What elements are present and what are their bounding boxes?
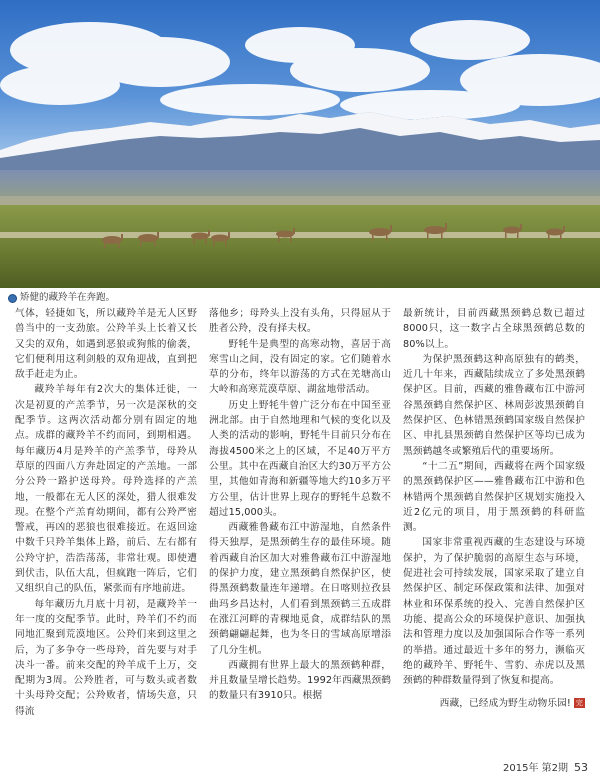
text-column-3: [403, 306, 585, 712]
paragraph: 藏羚羊每年有2次大的集体迁徙，一次是初夏的产羔季节，另一次是深秋的交配季节。这两次活动都分别有固定的地点。成群的藏羚羊不约而同，到期相遇。每年藏历4月是羚羊的产羔季节，母羚从草原的四面八方奔赴固定的产羔地。一部分公羚一路护送母羚。母羚选择的产羔地，一般都在无人区的深处，猎人很难发现。在整个产羔育幼期间，都有公羚严密警戒，再凶的恶狼也很难接近。在返回途中数千只羚羊集体上路，前后、左右都有公羚守护，浩浩荡荡，非常壮观。即使遭到伏击，队伍大乱，但疯跑一阵后，它们又组织自己的队伍，紧张而有序地前进。: [15, 384, 197, 595]
end-mark-icon: 完: [575, 699, 583, 708]
issue-label: 2015年 第2期: [503, 763, 568, 774]
paragraph: 国家非常重视西藏的生态建设与环境保护，为了保护脆弱的高原生态与环境，促进社会可持续发展，国家采取了建立自然保护区、制定环保政策和法律、加强对林业和环保系统的投入、完善自然保护区功能、提高公众的环境保护意识、加强执法和管理力度以及加强国际合作等一系列的举措。通过最近十多年的努力，濒临灭绝的藏羚羊、野牦牛、雪豹、赤虎以及黑颈鹤的种群数量得到了恢复和提高。: [403, 537, 585, 687]
closing-line: [403, 696, 585, 711]
text-column-1: [15, 306, 197, 719]
paragraph: 历史上野牦牛曾广泛分布在中国至亚洲北部。由于自然地理和气候的变化以及人类的活动的影响，野牦牛目前只分布在海拔4500米之上的区域，不足40万平方公里。其中在西藏自治区大约30万平方公里，其他如青海和新疆等地大约10多万平方公里，估计世界上现存的野牦牛总数不超过15,000头。: [209, 399, 391, 518]
grassland: [0, 205, 600, 288]
paragraph: 西藏雅鲁藏布江中游湿地，自然条件得天独厚，是黑颈鹤生存的最佳环境。随着西藏自治区加大对雅鲁藏布江中游湿地的保护力度，建立黑颈鹤自然保护区，使得黑颈鹤数量连年递增。在日喀则拉孜县曲玛乡昌达村，人们看到黑颈鹤三五成群在涨江河畔的青稞地觅食，成群结队的黑颈鹤翩翩起舞，也为冬日的雪域高原增添了几分生机。: [209, 522, 391, 656]
page-number: 53: [574, 761, 588, 774]
page-footer: [503, 760, 588, 776]
caption-bullet-icon: [8, 294, 17, 303]
closing-text: 西藏，已经成为野生动物乐园!: [439, 698, 571, 710]
paragraph: 每年藏历九月底十月初，是藏羚羊一年一度的交配季节。此时，羚羊们不约而同地汇聚到荒漠地区。公羚们来到这里之后，为了多争夺一些母羚，首先要与对手决斗一番。前来交配的羚羊成千上万，交配期为3周。公羚胜者，可与数头或者数十头母羚交配；公羚败者，情场失意，只得流: [15, 598, 197, 717]
paragraph: 西藏拥有世界上最大的黑颈鹤种群，并且数量呈增长趋势。1992年西藏黑颈鹤的数量只有3910只。根据: [209, 659, 391, 702]
paragraph: 落他乡；母羚头上没有头角，只得屈从于胜者公羚，没有择夫权。: [209, 308, 391, 335]
paragraph: 最新统计，目前西藏黑颈鹤总数已超过8000只，这一数字占全球黑颈鹤总数的80%以上。: [403, 308, 585, 350]
paragraph: 为保护黑颈鹤这种高原独有的鹤类，近几十年来，西藏陆续成立了多处黑颈鹤保护区。目前，西藏的雅鲁藏布江中游河谷黑颈鹤自然保护区、林周彭波黑颈鹤自然保护区、色林错黑颈鹤国家级自然保护区、申扎县黑颈鹤自然保护区等均已成为黑颈鹤越冬或繁殖后代的重要场所。: [403, 353, 585, 457]
text-column-2: [209, 306, 391, 704]
antelope-photo: [0, 0, 600, 288]
photo-caption: [8, 290, 115, 306]
photo-caption-text: 矫健的藏羚羊在奔跑。: [20, 292, 116, 303]
paragraph: 野牦牛是典型的高寒动物，喜居于高寒雪山之间，没有固定的家。它们随着水草的分布，终年以游荡的方式在羌塘高山大岭和高寒荒漠草原、湖盆地带活动。: [209, 338, 391, 396]
paragraph: 气体，轻捷如飞，所以藏羚羊是无人区野兽当中的一支劲旅。公羚羊头上长着又长又尖的双角，如遇到恶狼或狗熊的偷袭，它们便利用这利剑般的双角迎战，直到把敌手赶走为止。: [15, 308, 197, 381]
paragraph: “十二五”期间，西藏将在两个国家级的黑颈鹤保护区——雅鲁藏布江中游和色林错两个黑颈鹤自然保护区规划实施投入近2亿元的项目，用于黑颈鹤的科研监测。: [403, 460, 585, 534]
